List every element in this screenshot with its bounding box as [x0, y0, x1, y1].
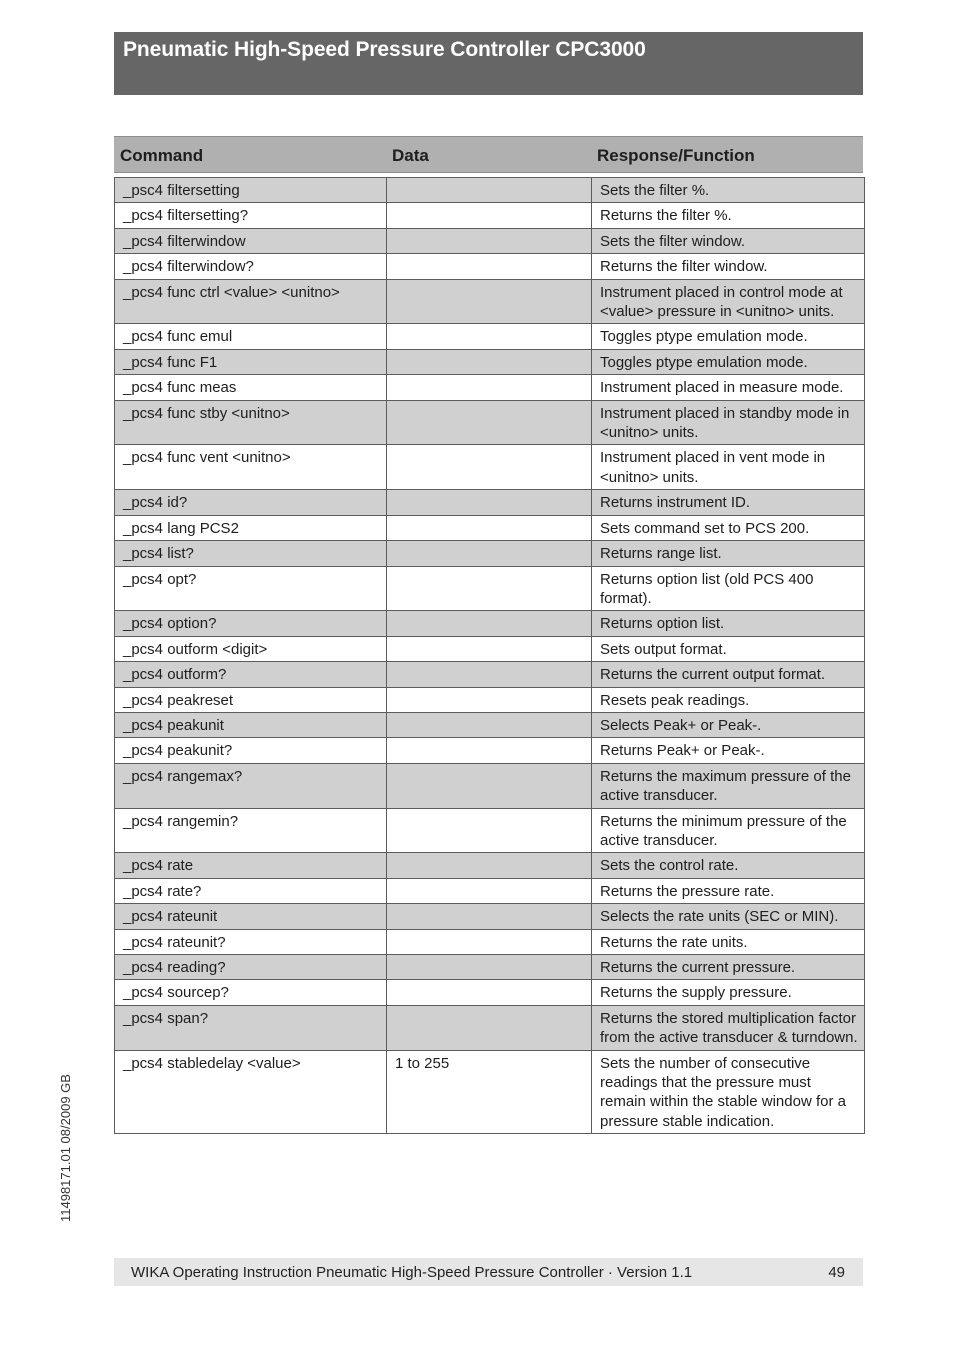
- response-cell: Sets the control rate.: [592, 853, 865, 878]
- table-row: [115, 687, 865, 712]
- command-cell: _pcs4 opt?: [115, 566, 387, 611]
- response-cell: Instrument placed in measure mode.: [592, 375, 865, 400]
- data-cell: [387, 738, 592, 763]
- command-cell: _pcs4 func ctrl <value> <unitno>: [115, 279, 387, 324]
- data-cell: [387, 904, 592, 929]
- response-cell: Returns range list.: [592, 541, 865, 566]
- response-cell: Selects Peak+ or Peak-.: [592, 712, 865, 737]
- table-row: [115, 1005, 865, 1050]
- command-cell: _pcs4 func vent <unitno>: [115, 445, 387, 490]
- data-cell: 1 to 255: [387, 1050, 592, 1134]
- command-table-body: [115, 178, 865, 1134]
- table-row: [115, 1050, 865, 1134]
- data-cell: [387, 324, 592, 349]
- command-cell: _pcs4 span?: [115, 1005, 387, 1050]
- command-cell: _pcs4 list?: [115, 541, 387, 566]
- response-cell: Sets the filter window.: [592, 228, 865, 253]
- response-cell: Returns the filter window.: [592, 254, 865, 279]
- table-header: [114, 136, 863, 173]
- response-cell: Returns the supply pressure.: [592, 980, 865, 1005]
- table-row: [115, 490, 865, 515]
- response-cell: Returns the pressure rate.: [592, 878, 865, 903]
- column-header-command: Command: [120, 146, 204, 165]
- command-cell: _pcs4 rate: [115, 853, 387, 878]
- data-cell: [387, 712, 592, 737]
- command-cell: _pcs4 func stby <unitno>: [115, 400, 387, 445]
- command-cell: _pcs4 outform?: [115, 662, 387, 687]
- data-cell: [387, 228, 592, 253]
- command-table: [114, 177, 865, 1134]
- table-row: [115, 178, 865, 203]
- command-cell: _pcs4 sourcep?: [115, 980, 387, 1005]
- column-header-data: Data: [392, 146, 429, 165]
- table-row: [115, 611, 865, 636]
- command-cell: _pcs4 rangemax?: [115, 763, 387, 808]
- document-id: 11498171.01 08/2009 GB: [58, 1074, 73, 1222]
- data-cell: [387, 445, 592, 490]
- response-cell: Toggles ptype emulation mode.: [592, 349, 865, 374]
- command-cell: _pcs4 outform <digit>: [115, 636, 387, 661]
- data-cell: [387, 203, 592, 228]
- command-cell: _pcs4 lang PCS2: [115, 515, 387, 540]
- data-cell: [387, 490, 592, 515]
- data-cell: [387, 878, 592, 903]
- response-cell: Returns Peak+ or Peak-.: [592, 738, 865, 763]
- response-cell: Selects the rate units (SEC or MIN).: [592, 904, 865, 929]
- footer-text: WIKA Operating Instruction Pneumatic High-Speed Pressure Controller · Version 1.1: [131, 1264, 693, 1281]
- command-cell: _pcs4 option?: [115, 611, 387, 636]
- table-row: [115, 324, 865, 349]
- response-cell: Sets the filter %.: [592, 178, 865, 203]
- table-row: [115, 712, 865, 737]
- command-cell: _pcs4 peakreset: [115, 687, 387, 712]
- table-row: [115, 203, 865, 228]
- data-cell: [387, 611, 592, 636]
- table-row: [115, 515, 865, 540]
- command-cell: _pcs4 func meas: [115, 375, 387, 400]
- table-row: [115, 541, 865, 566]
- table-row: [115, 738, 865, 763]
- table-row: [115, 445, 865, 490]
- table-row: [115, 980, 865, 1005]
- table-row: [115, 929, 865, 954]
- command-cell: _pcs4 rangemin?: [115, 808, 387, 853]
- command-cell: _pcs4 reading?: [115, 955, 387, 980]
- data-cell: [387, 279, 592, 324]
- table-row: [115, 349, 865, 374]
- footer: [114, 1258, 863, 1286]
- data-cell: [387, 254, 592, 279]
- response-cell: Returns instrument ID.: [592, 490, 865, 515]
- response-cell: Sets output format.: [592, 636, 865, 661]
- response-cell: Sets the number of consecutive readings that the pressure must remain within the stable window for a pressure stable indication.: [592, 1050, 865, 1134]
- response-cell: Returns the maximum pressure of the active transducer.: [592, 763, 865, 808]
- table-row: [115, 763, 865, 808]
- response-cell: Returns the filter %.: [592, 203, 865, 228]
- data-cell: [387, 515, 592, 540]
- table-row: [115, 228, 865, 253]
- column-header-response: Response/Function: [597, 146, 755, 165]
- data-cell: [387, 763, 592, 808]
- data-cell: [387, 541, 592, 566]
- table-row: [115, 904, 865, 929]
- response-cell: Instrument placed in control mode at <value> pressure in <unitno> units.: [592, 279, 865, 324]
- response-cell: Returns the current pressure.: [592, 955, 865, 980]
- data-cell: [387, 349, 592, 374]
- response-cell: Returns the rate units.: [592, 929, 865, 954]
- data-cell: [387, 955, 592, 980]
- response-cell: Instrument placed in standby mode in <unitno> units.: [592, 400, 865, 445]
- data-cell: [387, 853, 592, 878]
- command-cell: _psc4 filtersetting: [115, 178, 387, 203]
- command-cell: _pcs4 peakunit: [115, 712, 387, 737]
- table-row: [115, 878, 865, 903]
- response-cell: Returns the minimum pressure of the active transducer.: [592, 808, 865, 853]
- table-row: [115, 636, 865, 661]
- table-row: [115, 254, 865, 279]
- command-cell: _pcs4 func F1: [115, 349, 387, 374]
- data-cell: [387, 929, 592, 954]
- command-cell: _pcs4 stabledelay <value>: [115, 1050, 387, 1134]
- response-cell: Returns the current output format.: [592, 662, 865, 687]
- response-cell: Returns the stored multiplication factor from the active transducer & turndown.: [592, 1005, 865, 1050]
- command-cell: _pcs4 peakunit?: [115, 738, 387, 763]
- table-row: [115, 566, 865, 611]
- command-cell: _pcs4 filterwindow: [115, 228, 387, 253]
- data-cell: [387, 687, 592, 712]
- data-cell: [387, 178, 592, 203]
- response-cell: Returns option list.: [592, 611, 865, 636]
- response-cell: Resets peak readings.: [592, 687, 865, 712]
- data-cell: [387, 662, 592, 687]
- data-cell: [387, 566, 592, 611]
- table-row: [115, 853, 865, 878]
- table-row: [115, 400, 865, 445]
- page-title: Pneumatic High-Speed Pressure Controller CPC3000: [123, 38, 646, 61]
- command-cell: _pcs4 rateunit: [115, 904, 387, 929]
- data-cell: [387, 400, 592, 445]
- response-cell: Toggles ptype emulation mode.: [592, 324, 865, 349]
- data-cell: [387, 980, 592, 1005]
- command-cell: _pcs4 id?: [115, 490, 387, 515]
- command-cell: _pcs4 rate?: [115, 878, 387, 903]
- command-cell: _pcs4 filtersetting?: [115, 203, 387, 228]
- data-cell: [387, 808, 592, 853]
- command-cell: _pcs4 rateunit?: [115, 929, 387, 954]
- command-cell: _pcs4 func emul: [115, 324, 387, 349]
- data-cell: [387, 636, 592, 661]
- table-row: [115, 955, 865, 980]
- data-cell: [387, 375, 592, 400]
- data-cell: [387, 1005, 592, 1050]
- table-row: [115, 279, 865, 324]
- table-row: [115, 808, 865, 853]
- table-row: [115, 375, 865, 400]
- page-number: 49: [828, 1264, 845, 1281]
- response-cell: Returns option list (old PCS 400 format).: [592, 566, 865, 611]
- response-cell: Sets command set to PCS 200.: [592, 515, 865, 540]
- response-cell: Instrument placed in vent mode in <unitno> units.: [592, 445, 865, 490]
- table-row: [115, 662, 865, 687]
- command-cell: _pcs4 filterwindow?: [115, 254, 387, 279]
- header-band: [114, 32, 863, 95]
